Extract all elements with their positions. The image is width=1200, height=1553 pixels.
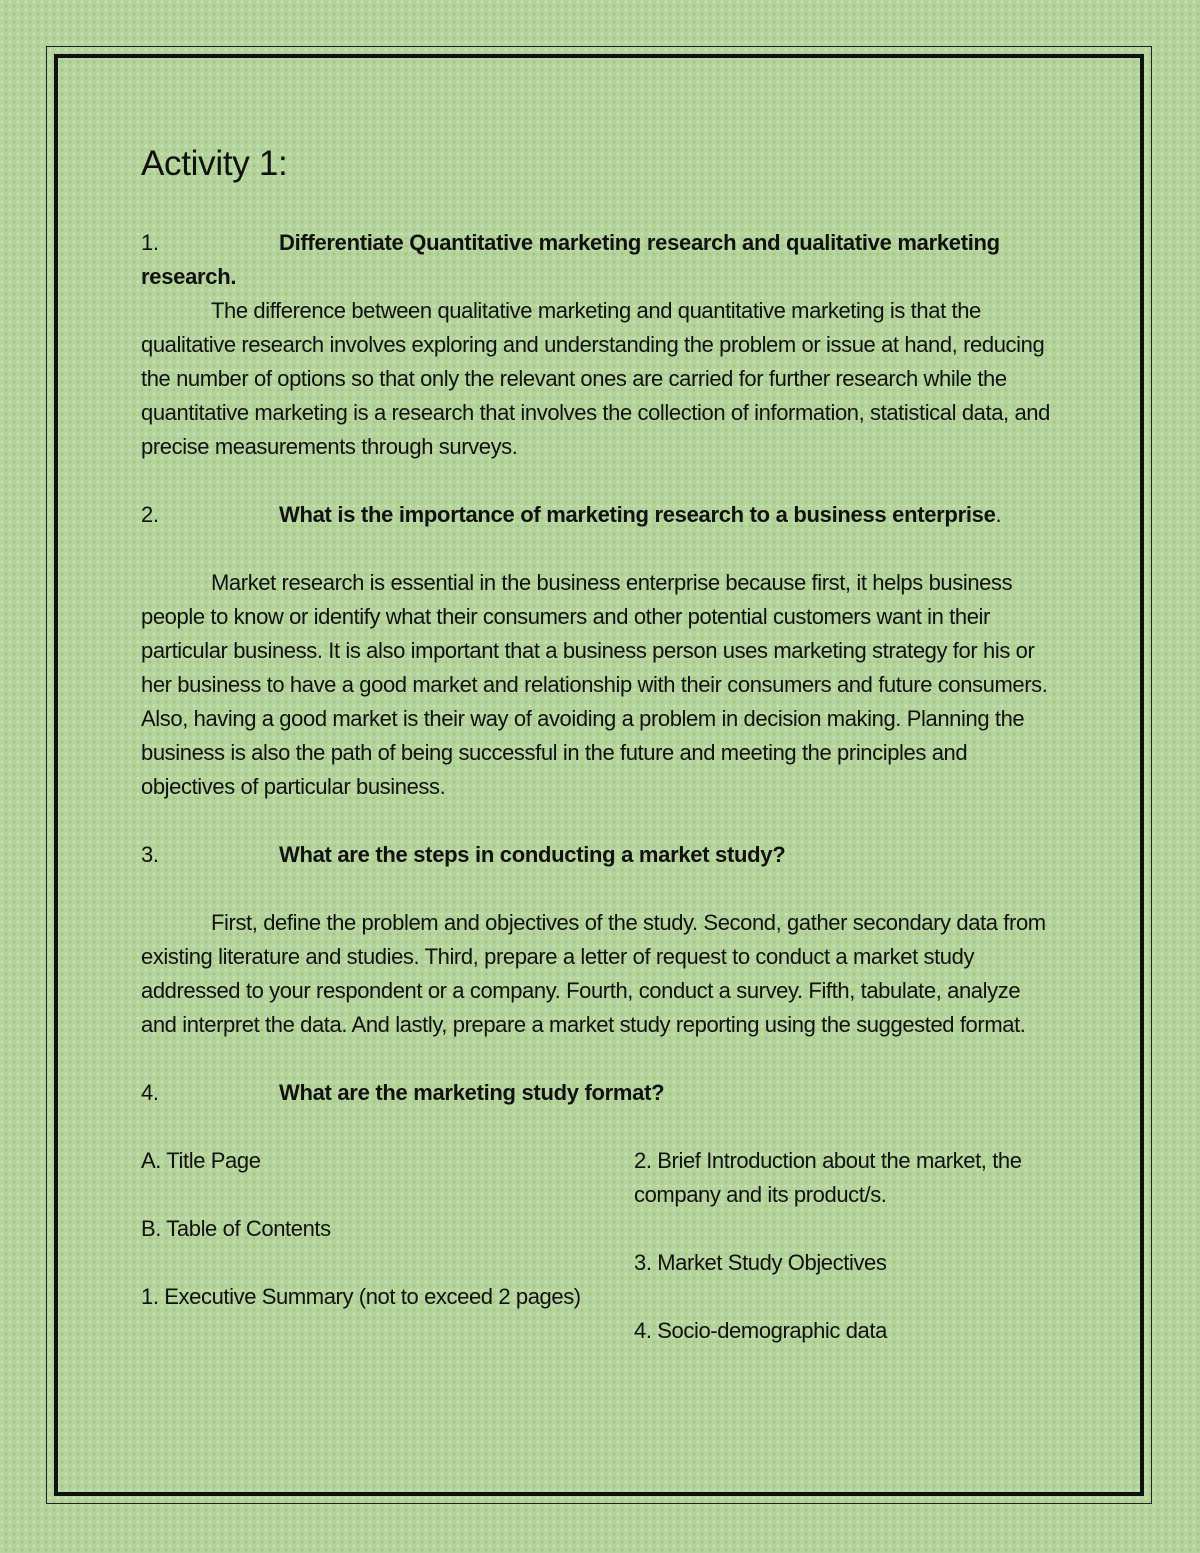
question-2-number: 2. <box>141 502 159 527</box>
question-1 <box>141 226 1061 294</box>
question-4 <box>141 1076 1061 1110</box>
format-item: 2. Brief Introduction about the market, the company and its product/s. <box>634 1148 1022 1207</box>
question-3-text: What are the steps in conducting a market study? <box>279 842 786 867</box>
answer-3: First, define the problem and objectives of the study. Second, gather secondary data from existing literature and studies. Third, prepare a letter of request to conduct a market study addressed to your respondent or a company. Fourth, conduct a survey. Fifth, tabulate, analyze and interpret the data. And lastly, prepare a market study reporting using the suggested format. <box>141 910 1046 1037</box>
format-column-right <box>634 1144 1059 1382</box>
question-1-number: 1. <box>141 230 159 255</box>
format-item: B. Table of Contents <box>141 1216 331 1241</box>
question-2-text: What is the importance of marketing research to a business enterprise <box>279 502 996 527</box>
question-4-number: 4. <box>141 1080 159 1105</box>
document-body <box>141 138 1061 1382</box>
format-item: 4. Socio-demographic data <box>634 1318 887 1343</box>
question-2 <box>141 498 1061 532</box>
format-item: 3. Market Study Objectives <box>634 1250 887 1275</box>
question-3-number: 3. <box>141 842 159 867</box>
question-4-text: What are the marketing study format? <box>279 1080 665 1105</box>
format-item: 1. Executive Summary (not to exceed 2 pages) <box>141 1284 581 1309</box>
page-title: Activity 1: <box>141 144 288 183</box>
format-column-left <box>141 1144 634 1382</box>
question-1-text: Differentiate Quantitative marketing research and qualitative marketing research. <box>141 230 1000 289</box>
question-2-trailing: . <box>995 502 1002 527</box>
answer-1: The difference between qualitative marketing and quantitative marketing is that the qualitative research involves exploring and understanding the problem or issue at hand, reducing the number of options so that only the relevant ones are carried for further research while the quantitative marketing is a research that involves the collection of information, statistical data, and precise measurements through surveys. <box>141 298 1050 459</box>
study-format-list <box>141 1144 1061 1382</box>
question-3 <box>141 838 1061 872</box>
format-item: A. Title Page <box>141 1148 261 1173</box>
answer-2: Market research is essential in the business enterprise because first, it helps business people to know or identify what their consumers and other potential customers want in their particular business. It is also important that a business person uses marketing strategy for his or her business to have a good market and relationship with their consumers and future consumers. Also, having a good market is their way of avoiding a problem in decision making. Planning the business is also the path of being successful in the future and meeting the principles and objectives of particular business. <box>141 570 1048 799</box>
